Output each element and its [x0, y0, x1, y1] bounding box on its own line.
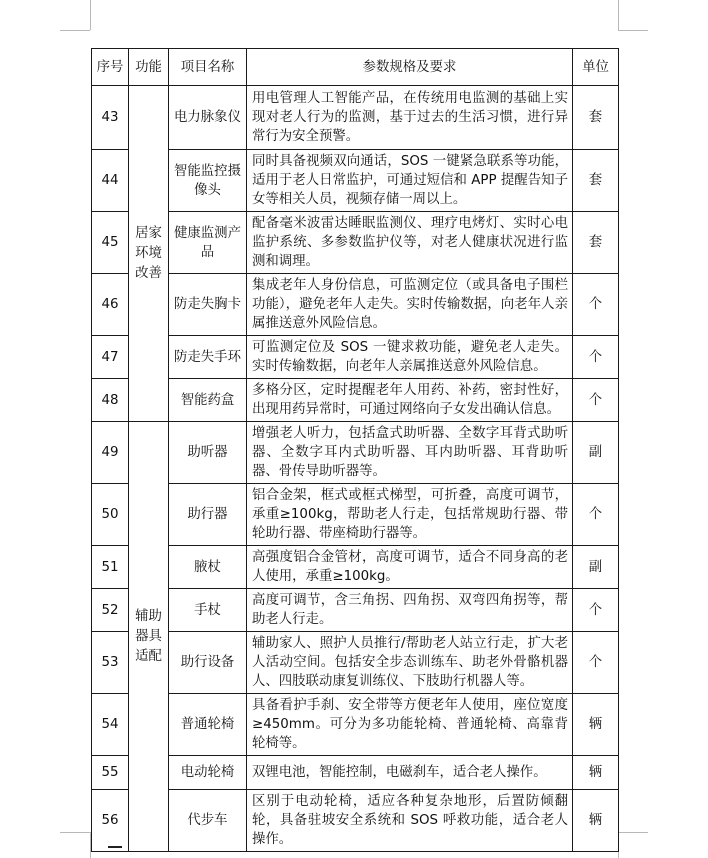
table-row	[92, 150, 619, 212]
item-name: 健康监测产品	[169, 212, 247, 274]
item-spec: 配备毫米波雷达睡眠监测仪、理疗电烤灯、实时心电监护系统、多参数监护仪等，对老人健康状况进行监测和调理。	[247, 212, 573, 274]
table-row	[92, 422, 619, 484]
table-row	[92, 336, 619, 379]
row-no: 56	[92, 790, 129, 852]
crop-mark	[90, 0, 91, 30]
table-row	[92, 484, 619, 546]
table-row	[92, 274, 619, 336]
item-unit: 副	[573, 546, 619, 589]
table-row	[92, 589, 619, 632]
table-row	[92, 379, 619, 422]
row-no: 52	[92, 589, 129, 632]
item-unit: 个	[573, 484, 619, 546]
item-spec: 高度可调节，含三角拐、四角拐、双弯四角拐等，帮助老人行走。	[247, 589, 573, 632]
item-name: 电力脉象仪	[169, 86, 247, 150]
header-item-name: 项目名称	[169, 49, 247, 86]
item-spec: 同时具备视频双向通话，SOS 一键紧急联系等功能，适用于老人日常监护，可通过短信和 APP 提醒告知子女等相关人员，视频存储一周以上。	[247, 150, 573, 212]
table-row	[92, 546, 619, 589]
row-no: 48	[92, 379, 129, 422]
table-header-row	[92, 49, 619, 86]
row-no: 46	[92, 274, 129, 336]
crop-mark	[618, 30, 648, 31]
table-row	[92, 790, 619, 852]
crop-mark	[60, 832, 90, 833]
item-name: 助行器	[169, 484, 247, 546]
item-unit: 辆	[573, 790, 619, 852]
item-spec: 集成老年人身份信息，可监测定位（或具备电子围栏功能），避免老年人走失。实时传输数据，向老年人亲属推送意外风险信息。	[247, 274, 573, 336]
table-row	[92, 86, 619, 150]
row-no: 51	[92, 546, 129, 589]
row-no: 53	[92, 632, 129, 694]
item-name: 腋杖	[169, 546, 247, 589]
row-no: 55	[92, 756, 129, 790]
page-marker	[108, 846, 122, 848]
equipment-spec-table	[91, 48, 619, 852]
function-group-assistive-devices: 辅助器具适配	[129, 422, 169, 852]
item-unit: 套	[573, 212, 619, 274]
item-unit: 个	[573, 589, 619, 632]
header-no: 序号	[92, 49, 129, 86]
item-name: 电动轮椅	[169, 756, 247, 790]
item-name: 防走失胸卡	[169, 274, 247, 336]
row-no: 49	[92, 422, 129, 484]
item-spec: 铝合金架，框式或框式梯型，可折叠，高度可调节，承重≥100kg，帮助老人行走，包括常规助行器、带轮助行器、带座椅助行器等。	[247, 484, 573, 546]
row-no: 44	[92, 150, 129, 212]
crop-mark	[618, 0, 619, 30]
item-unit: 套	[573, 150, 619, 212]
item-spec: 具备看护手刹、安全带等方便老年人使用，座位宽度≥450mm。可分为多功能轮椅、普通轮椅、高靠背轮椅等。	[247, 694, 573, 756]
item-unit: 个	[573, 336, 619, 379]
item-name: 普通轮椅	[169, 694, 247, 756]
item-spec: 区别于电动轮椅，适应各种复杂地形，后置防倾翻轮，具备驻坡安全系统和 SOS 呼救功能，适合老人操作。	[247, 790, 573, 852]
item-spec: 辅助家人、照护人员推行/帮助老人站立行走，扩大老人活动空间。包括安全步态训练车、助老外骨骼机器人、四肢联动康复训练仪、下肢助行机器人等。	[247, 632, 573, 694]
item-spec: 增强老人听力，包括盒式助听器、全数字耳背式助听器、全数字耳内式助听器、耳内助听器、耳背助听器、骨传导助听器等。	[247, 422, 573, 484]
item-unit: 套	[573, 86, 619, 150]
table-row	[92, 694, 619, 756]
item-name: 助听器	[169, 422, 247, 484]
row-no: 47	[92, 336, 129, 379]
crop-mark	[618, 832, 648, 833]
item-name: 代步车	[169, 790, 247, 852]
item-unit: 副	[573, 422, 619, 484]
item-spec: 高强度铝合金管材，高度可调节，适合不同身高的老人使用，承重≥100kg。	[247, 546, 573, 589]
item-spec: 双锂电池，智能控制，电磁刹车，适合老人操作。	[247, 756, 573, 790]
item-unit: 辆	[573, 694, 619, 756]
item-name: 助行设备	[169, 632, 247, 694]
item-unit: 个	[573, 632, 619, 694]
function-group-home-environment: 居家环境改善	[129, 86, 169, 422]
item-name: 防走失手环	[169, 336, 247, 379]
item-name: 手杖	[169, 589, 247, 632]
table-row	[92, 212, 619, 274]
item-spec: 多格分区，定时提醒老年人用药、补药，密封性好，出现用药异常时，可通过网络向子女发出确认信息。	[247, 379, 573, 422]
table-row	[92, 632, 619, 694]
item-name: 智能药盒	[169, 379, 247, 422]
row-no: 45	[92, 212, 129, 274]
item-unit: 辆	[573, 756, 619, 790]
header-unit: 单位	[573, 49, 619, 86]
item-unit: 个	[573, 274, 619, 336]
item-spec: 可监测定位及 SOS 一键求救功能，避免老人走失。实时传输数据，向老年人亲属推送意外风险信息。	[247, 336, 573, 379]
header-function: 功能	[129, 49, 169, 86]
row-no: 43	[92, 86, 129, 150]
row-no: 50	[92, 484, 129, 546]
item-unit: 个	[573, 379, 619, 422]
row-no: 54	[92, 694, 129, 756]
item-spec: 用电管理人工智能产品，在传统用电监测的基础上实现对老人行为的监测，基于过去的生活习惯，进行异常行为安全预警。	[247, 86, 573, 150]
table-row	[92, 756, 619, 790]
crop-mark	[60, 30, 90, 31]
item-name: 智能监控摄像头	[169, 150, 247, 212]
header-spec: 参数规格及要求	[247, 49, 573, 86]
